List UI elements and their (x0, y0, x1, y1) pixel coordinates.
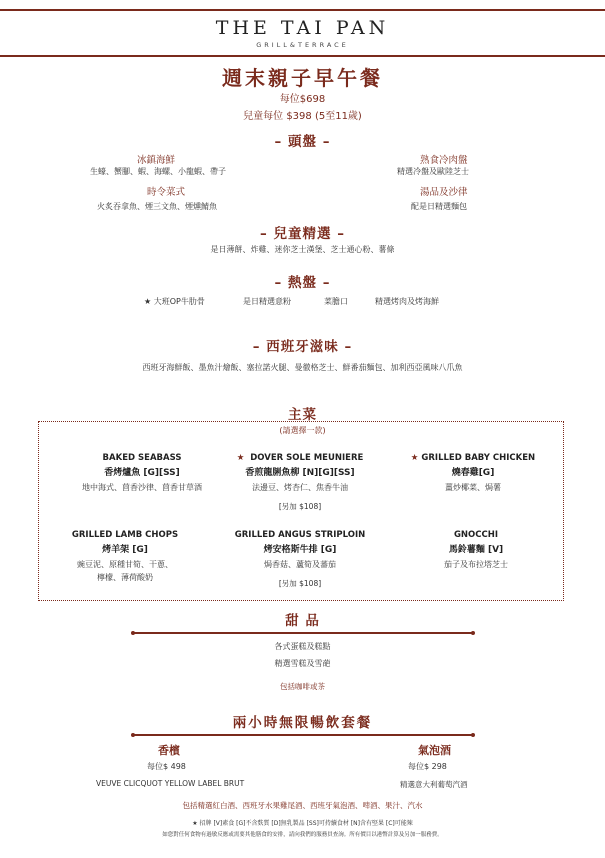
main-course-2-supplement: [另加 $108] (278, 502, 322, 511)
footer-note: 如您對任何食物有過敏反應或需要其他膳食的安排，請向我們的服務員查詢。所有價目以港幣計算及另加一服務費。 (162, 832, 443, 838)
drinks-includes: 包括精選紅白酒、西班牙水果雞尾酒、西班牙氣泡酒、啤酒、果汁、汽水 (182, 801, 423, 810)
dessert-divider (133, 632, 473, 634)
divider-dot (131, 631, 135, 635)
brand-logo: THE TAI PAN (215, 17, 390, 39)
appetizer-right-2-name: 湯品及沙律 (420, 187, 468, 198)
dessert-heading: 甜 品 (285, 613, 320, 629)
appetizer-heading: – 頭盤 – (274, 134, 331, 150)
drinks-divider (133, 734, 473, 736)
main-course-5-supplement: [另加 $108] (278, 579, 322, 588)
hot-item-1: ★ 大班OP牛肋骨 (144, 297, 205, 306)
main-course-3-en: GRILLED BABY CHICKEN (421, 453, 536, 463)
appetizer-left-1-name: 冰鎮海鮮 (137, 155, 176, 166)
sparkling-title: 氣泡酒 (418, 744, 451, 757)
header-bottom-rule (0, 55, 605, 57)
divider-dot (471, 631, 475, 635)
main-course-1-desc: 地中海式、茴香沙律、茴香甘草酒 (82, 483, 202, 492)
main-course-4-desc-2: 檸檬、薄荷酸奶 (97, 573, 153, 582)
main-course-1-cn: 香烤爐魚 [G][SS] (104, 468, 180, 478)
hot-item-2: 是日精選意粉 (243, 297, 291, 306)
kids-desc: 是日薄餅、炸雞、迷你芝士漢堡、芝士通心粉、薯條 (210, 245, 395, 254)
main-course-6-desc: 茄子及布拉塔芝士 (444, 560, 508, 569)
champagne-price: 每位$ 498 (147, 762, 186, 771)
dessert-note: 包括咖啡或茶 (280, 682, 325, 691)
appetizer-left-1-desc: 生蠔、蟹腳、蝦、海螺、小龍蝦、帶子 (90, 167, 226, 176)
hot-item-3: 菜膽口 (324, 297, 348, 306)
champagne-title: 香檳 (158, 744, 180, 757)
kids-heading: – 兒童精選 – (260, 226, 345, 242)
main-course-6 (391, 530, 561, 571)
main-course-1 (57, 453, 227, 494)
main-course-5-cn: 烤安格斯牛排 [G] (263, 545, 337, 555)
main-course-1-en: BAKED SEABASS (102, 453, 182, 463)
adult-price: 每位$698 (279, 94, 326, 105)
hot-heading: – 熱盤 – (274, 275, 331, 291)
divider-dot (471, 733, 475, 737)
appetizer-right-2-desc: 配是日精選麵包 (411, 202, 467, 211)
child-price: 兒童每位 $398 (5至11歲) (243, 111, 362, 122)
spanish-desc: 西班牙海鮮飯、墨魚汁燴飯、塞拉諾火腿、曼徹格芝士、鮮番茄麵包、加利西亞風味八爪魚 (142, 363, 463, 372)
spanish-heading: – 西班牙滋味 – (252, 339, 353, 355)
footer-legend: ★ 招牌 [V]素食 [G]不含麩質 [D]無乳製品 [SS]可持續食材 [N]含有堅果 [C]可能辣 (192, 820, 413, 827)
brand-subtitle: GRILL&TERRACE (256, 41, 349, 49)
main-course-2-desc: 法邊豆、烤杏仁、焦香牛油 (252, 483, 348, 492)
dessert-item-2: 精選雪糕及雪葩 (274, 659, 331, 668)
header-top-rule (0, 9, 605, 11)
main-course-4-desc: 豌豆泥、原種甘筍、干蔥、 (77, 560, 173, 569)
main-course-6-cn: 馬鈴薯麵 [V] (448, 545, 504, 555)
mains-subheading: (請選擇一款) (279, 426, 326, 435)
sparkling-desc: 精選意大利葡萄汽酒 (400, 780, 468, 789)
mains-heading: 主菜 (288, 407, 317, 423)
divider-dot (131, 733, 135, 737)
hot-item-4: 精選烤肉及烤海鮮 (375, 297, 439, 306)
champagne-desc: VEUVE CLICQUOT YELLOW LABEL BRUT (96, 779, 245, 788)
main-course-6-en: GNOCCHI (453, 530, 499, 540)
sparkling-price: 每位$ 298 (408, 762, 447, 771)
appetizer-left-2-desc: 火炙吞拿魚、煙三文魚、煙燻鯖魚 (97, 202, 217, 211)
main-course-3-desc: 薑炒椰菜、焗薯 (445, 483, 501, 492)
main-course-5-en: GRILLED ANGUS STRIPLOIN (234, 530, 366, 540)
main-course-4-cn: 烤羊架 [G] (102, 545, 148, 555)
main-course-4-en: GRILLED LAMB CHOPS (71, 530, 179, 540)
menu-title: 週末親子早午餐 (222, 66, 383, 90)
main-course-2-en: DOVER SOLE MEUNIERE (250, 453, 364, 463)
main-course-5-desc: 焗香菇、蘆筍及蕃茄 (264, 560, 336, 569)
main-course-3-cn: 燒春雞[G] (451, 468, 495, 478)
drinks-heading: 兩小時無限暢飲套餐 (232, 715, 373, 731)
appetizer-right-1-desc: 精選冷盤及歐陸芝士 (397, 167, 469, 176)
appetizer-left-2-name: 時令菜式 (147, 187, 186, 198)
signature-star-icon: ★ (410, 453, 419, 463)
main-course-2-cn: 香煎龍脷魚柳 [N][G][SS] (245, 468, 355, 478)
appetizer-right-1-name: 熟食冷肉盤 (420, 155, 468, 166)
main-course-5 (215, 530, 385, 589)
main-course-3 (388, 453, 558, 494)
main-course-2 (215, 453, 385, 512)
signature-star-icon: ★ (236, 453, 245, 463)
main-course-4 (40, 530, 210, 584)
dessert-item-1: 各式蛋糕及糕點 (274, 642, 331, 651)
